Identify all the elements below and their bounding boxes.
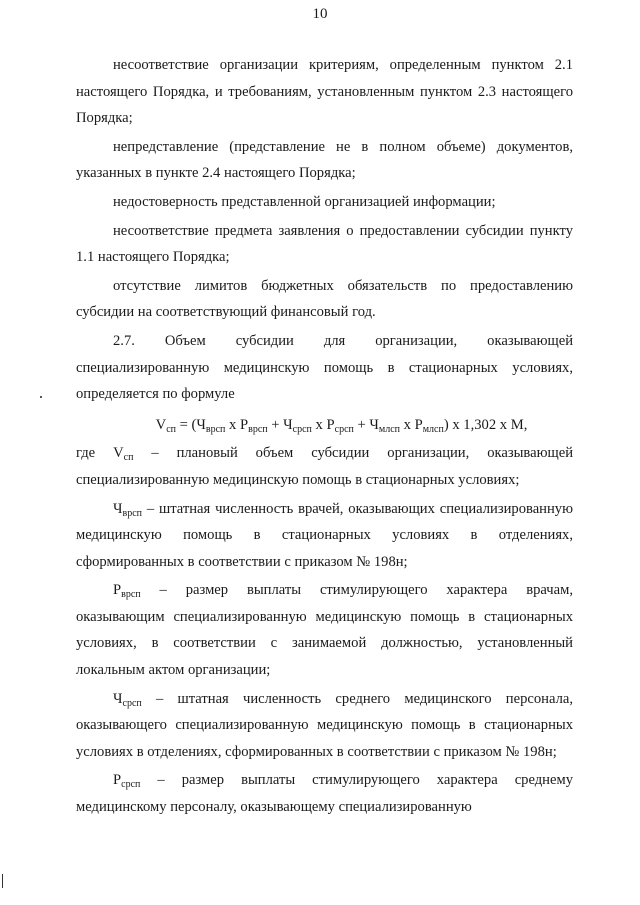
paragraph-no-budget-limits: отсутствие лимитов бюджетных обязательств по предоставлению субсидии на соответствующий финансовый год.	[76, 277, 573, 321]
paragraph-subject-mismatch: несоответствие предмета заявления о предоставлении субсидии пункту 1.1 настоящего Порядка;	[76, 222, 573, 266]
scan-dot-mark	[40, 396, 42, 398]
paragraph-criteria-mismatch: несоответствие организации критериям, определенным пунктом 2.1 настоящего Порядка, и требованиям, установленным пунктом 2.3 настоящего Порядка;	[76, 57, 573, 127]
page-number: 10	[312, 6, 328, 22]
definition-v-sp: где $V_{сп}$ – плановый объем субсидии организации, оказывающей специализированную медицинскую помощь в стационарных условиях;	[76, 445, 574, 488]
definition-ch-vrsp: $Ч_{врсп}$ – штатная численность врачей, оказывающих специализированную медицинскую помощь в стационарных условиях в отделениях, сформированных в соответствии с приказом № 198н;	[76, 500, 573, 570]
scan-edge-mark	[2, 874, 3, 888]
paragraph-documents-missing: непредставление (представление не в полном объеме) документов, указанных в пункте 2.4 настоящего Порядка;	[76, 138, 573, 182]
document-body	[76, 52, 573, 823]
paragraph-unreliable-info: недостоверность представленной организацией информации;	[113, 193, 496, 210]
definition-r-vrsp: $Р_{врсп}$ – размер выплаты стимулирующего характера врачам, оказывающим специализированную медицинскую помощь в стационарных условиях, в соответствии с занимаемой должностью, установленный локальным актом организации;	[76, 582, 573, 679]
definition-ch-srsp: $Ч_{срсп}$ – штатная численность среднего медицинского персонала, оказывающего специализированную медицинскую помощь в стационарных условиях в отделениях, сформированных в соответствии с приказом № 198н;	[76, 690, 573, 760]
definition-r-srsp: $Р_{срсп}$ – размер выплаты стимулирующего характера среднему медицинскому персоналу, оказывающему специализированную	[76, 772, 573, 816]
subsidy-formula: $V_{сп} = (Ч_{врсп}$ x $Р_{врсп} + Ч_{срсп}$ x $Р_{срсп} + Ч_{млсп}$ x $Р_{млсп}$) x 1,302 x M,	[155, 416, 528, 435]
paragraph-section-2-7: 2.7. Объем субсидии для организации, оказывающей специализированную медицинскую помощь в стационарных условиях, определяется по формуле	[76, 332, 573, 403]
